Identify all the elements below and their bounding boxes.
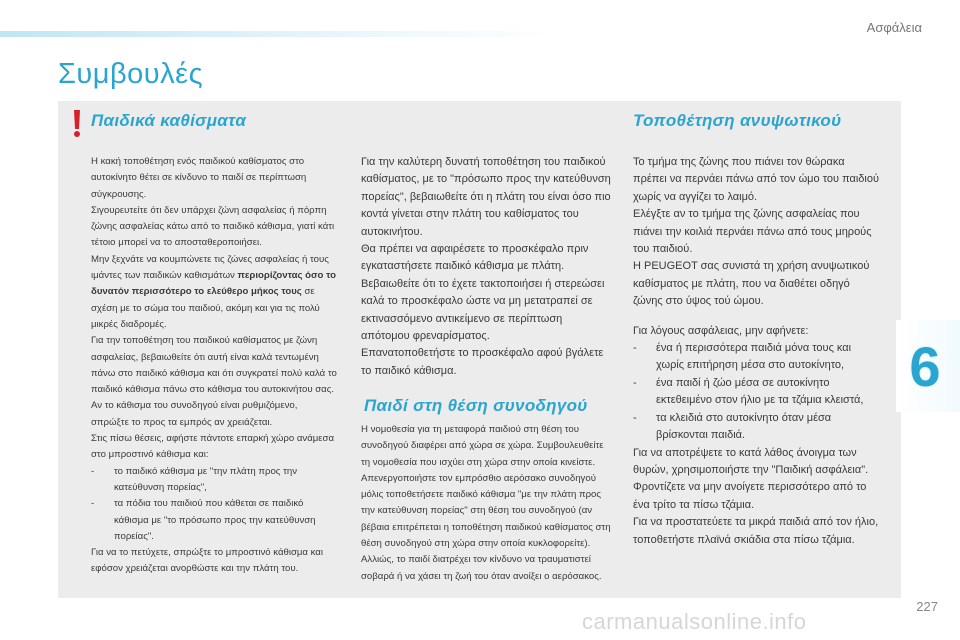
paragraph: Ελέγξτε αν το τμήμα της ζώνης ασφαλείας που πιάνει την κοιλιά περνάει πάνω από τους μηρούς του παιδιού. bbox=[633, 208, 872, 256]
paragraph: Η PEUGEOT σας συνιστά τη χρήση ανυψωτικού καθίσματος με πλάτη, που να διαθέτει οδηγό ζώνης στο ύψος τού ώμου. bbox=[633, 260, 870, 308]
advice-panel bbox=[58, 101, 901, 598]
paragraph: Η νομοθεσία για τη μεταφορά παιδιού στη θέση του συνοδηγού διαφέρει από χώρα σε χώρα. Συμβουλευθείτε τη νομοθεσία που ισχύει στη χώρα στην οποία κινείστε. bbox=[361, 424, 604, 468]
paragraph: Για να το πετύχετε, σπρώξτε το μπροστινό κάθισμα και εφόσον χρειάζεται ανορθώστε και την πλάτη του. bbox=[91, 547, 323, 575]
headrest-column bbox=[361, 154, 613, 380]
front-seat-heading: Παιδί στη θέση συνοδηγού bbox=[364, 396, 588, 415]
list-item: - το παιδικό κάθισμα με "την πλάτη προς την κατεύθυνση πορείας", bbox=[91, 465, 298, 493]
paragraph: Βεβαιωθείτε ότι το έχετε τακτοποιήσει ή στερεώσει καλά το προσκέφαλο ώστε να μη μετατραπεί σε εκτινασσόμενο αντικείμενο σε περίπτωση απότομου φρεναρίσματος. bbox=[361, 277, 605, 343]
paragraph: Θα πρέπει να αφαιρέσετε το προσκέφαλο πριν εγκαταστήσετε παιδικό κάθισμα με πλάτη. bbox=[361, 243, 589, 273]
page-number: 227 bbox=[916, 599, 938, 614]
list-item: - τα πόδια του παιδιού που κάθεται σε παιδικό κάθισμα με "το πρόσωπο προς την κατεύθυνση πορείας". bbox=[91, 498, 316, 542]
booster-column bbox=[633, 154, 881, 549]
child-seats-heading: Παιδικά καθίσματα bbox=[91, 111, 247, 130]
section-header: Ασφάλεια bbox=[866, 20, 922, 35]
list-item: - ένα ή περισσότερα παιδιά μόνα τους και χωρίς επιτήρηση μέσα στο αυτοκίνητο, bbox=[633, 342, 852, 372]
paragraph: Επανατοποθετήστε το προσκέφαλο αφού βγάλετε το παιδικό κάθισμα. bbox=[361, 347, 604, 377]
paragraph: Το τμήμα της ζώνης που πιάνει τον θώρακα πρέπει να περνάει πάνω από τον ώμο του παιδιού χωρίς να αγγίζει το λαιμό. bbox=[633, 156, 880, 203]
list-item: - τα κλειδιά στο αυτοκίνητο όταν μέσα βρίσκονται παιδιά. bbox=[633, 411, 832, 442]
paragraph: Φροντίζετε να μην ανοίγετε περισσότερο από το ένα τρίτο τα πίσω τζάμια. bbox=[633, 481, 867, 511]
paragraph: Στις πίσω θέσεις, αφήστε πάντοτε επαρκή χώρο ανάμεσα στο μπροστινό κάθισμα και: bbox=[91, 433, 335, 461]
paragraph: Για την καλύτερη δυνατή τοποθέτηση του παιδικού καθίσματος, με το "πρόσωπο προς την κατεύθυνση πορείας", βεβαιωθείτε ότι η πλάτη του είναι όσο πιο κοντά γίνεται στην πλάτη του καθίσματος του αυτοκινήτου. bbox=[361, 156, 611, 238]
paragraph: Μην ξεχνάτε να κουμπώνετε τις ζώνες ασφαλείας ή τους ιμάντες των παιδικών καθισμάτων περιορίζοντας όσο το δυνατόν περισσότερο το ελεύθερο μήκος τους σε σχέση με το σώμα του παιδιού, ακόμη και για τις πολύ μικρές διαδρομές. bbox=[91, 253, 336, 330]
paragraph: Για την τοποθέτηση του παιδικού καθίσματος με ζώνη ασφαλείας, βεβαιωθείτε ότι αυτή είναι καλά τεντωμένη πάνω στο παιδικό κάθισμα και ότι συγκρατεί πολύ καλά το παιδικό κάθισμα πάνω στο κάθισμα του αυτοκινήτου σας. Αν το κάθισμα του συνοδηγού είναι ρυθμιζόμενο, σπρώξτε το προς τα εμπρός αν χρειάζεται. bbox=[91, 335, 337, 428]
page-title: Συμβουλές bbox=[58, 58, 204, 90]
paragraph: Για να προστατεύετε τα μικρά παιδιά από τον ήλιο, τοποθετήστε πλαϊνά σκιάδια στα πίσω τζάμια. bbox=[633, 516, 879, 546]
paragraph: Η κακή τοποθέτηση ενός παιδικού καθίσματος στο αυτοκίνητο θέτει σε κίνδυνο το παιδί σε περίπτωση σύγκρουσης. bbox=[91, 156, 307, 200]
child-seats-column bbox=[91, 154, 337, 578]
paragraph: Για να αποτρέψετε το κατά λάθος άνοιγμα των θυρών, χρησιμοποιήστε την "Παιδική ασφάλεια". bbox=[633, 446, 869, 476]
warning-icon bbox=[71, 110, 83, 138]
paragraph: Σιγουρευτείτε ότι δεν υπάρχει ζώνη ασφαλείας ή πόρπη ζώνης ασφαλείας κάτω από το παιδικό κάθισμα, γιατί κάτι τέτοιο μπορεί να το αποσταθεροποιήσει. bbox=[91, 204, 335, 249]
paragraph: Απενεργοποιήστε τον εμπρόσθιο αερόσακο συνοδηγού μόλις τοποθετήσετε παιδικό κάθισμα "με την πλάτη προς την κατεύθυνση πορείας" στη θέση του συνοδηγού (αν βέβαια επιτρέπεται η τοποθέτηση παιδικού καθίσματος στη θέση συνοδηγού στη χώρα στην οποία κυκλοφορείτε). bbox=[361, 472, 611, 550]
watermark: carmanualsonline.info bbox=[582, 609, 807, 634]
list-item: - ένα παιδί ή ζώο μέσα σε αυτοκίνητο εκτεθειμένο στον ήλιο με τα τζάμια κλειστά, bbox=[633, 376, 864, 407]
paragraph: Αλλιώς, το παιδί διατρέχει τον κίνδυνο να τραυματιστεί σοβαρά ή να χάσει τη ζωή του όταν ανοίξει ο αερόσακος. bbox=[361, 554, 602, 582]
header-rule bbox=[0, 31, 555, 37]
airbag-heading: Τοποθέτηση ανυψωτικού bbox=[633, 111, 842, 130]
front-seat-column bbox=[361, 422, 613, 585]
chapter-number: 6 bbox=[909, 335, 941, 398]
paragraph: Για λόγους ασφάλειας, μην αφήνετε: bbox=[633, 324, 809, 337]
